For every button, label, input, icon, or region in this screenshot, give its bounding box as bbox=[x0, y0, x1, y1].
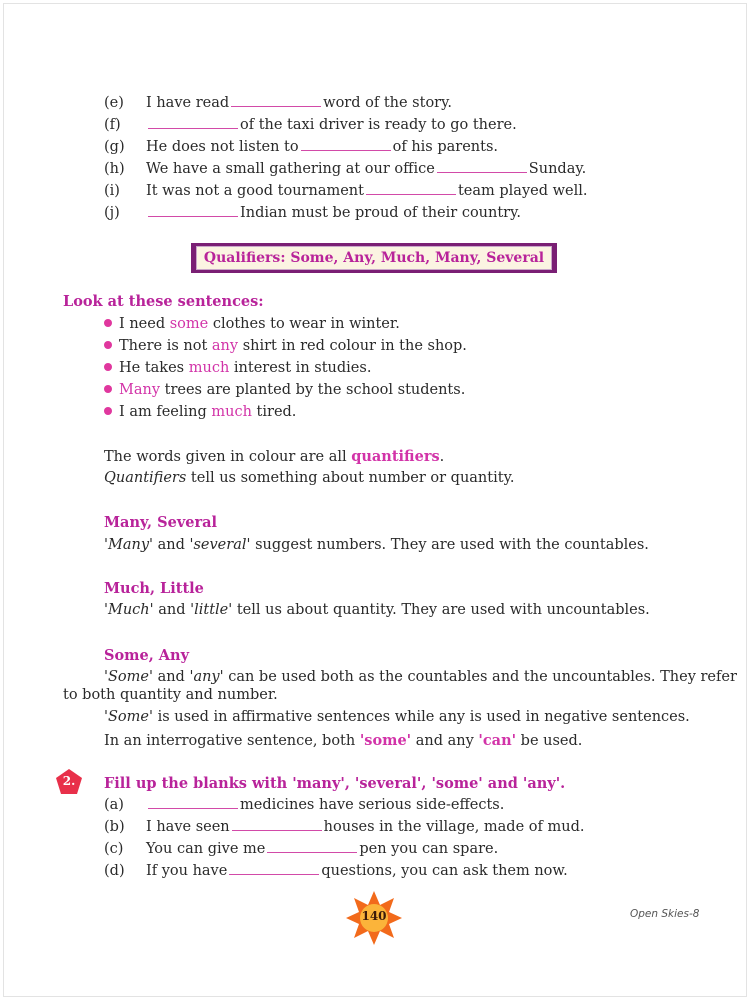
many-several-text: 'Many' and 'several' suggest numbers. They are used with the countables. bbox=[104, 537, 649, 553]
exercise-item bbox=[104, 841, 498, 857]
exercise-item bbox=[104, 863, 568, 879]
item-text-after: pen you can spare. bbox=[359, 841, 499, 857]
item-label: (c) bbox=[104, 841, 124, 857]
fill-blank[interactable] bbox=[232, 820, 322, 831]
fill-blank[interactable] bbox=[366, 184, 456, 195]
item-text-before: I have seen bbox=[146, 819, 230, 835]
some-any-para3: In an interrogative sentence, both 'some' and any 'can' be used. bbox=[104, 732, 583, 749]
exercise-item bbox=[104, 161, 586, 177]
fill-blank[interactable] bbox=[301, 140, 391, 151]
bullet-item: I am feeling much tired. bbox=[104, 404, 296, 420]
exercise-item bbox=[104, 797, 504, 813]
intro-line-1: The words given in colour are all quantifiers. bbox=[104, 448, 445, 465]
exercise-number-badge bbox=[55, 768, 83, 796]
exercise-item bbox=[104, 95, 452, 111]
exercise-number: 2. bbox=[62, 774, 76, 788]
item-label: (d) bbox=[104, 863, 125, 879]
book-name: Open Skies-8 bbox=[630, 908, 700, 920]
fill-blank[interactable] bbox=[231, 96, 321, 107]
page-number-star bbox=[345, 890, 403, 946]
item-label: (f) bbox=[104, 117, 121, 133]
item-text-after: of his parents. bbox=[392, 139, 499, 155]
bullet-item: There is not any shirt in red colour in the shop. bbox=[104, 338, 467, 354]
fill-blank[interactable] bbox=[148, 798, 238, 809]
fill-blank[interactable] bbox=[267, 842, 357, 853]
some-any-heading: Some, Any bbox=[104, 647, 190, 664]
item-text-before: I have read bbox=[146, 95, 230, 111]
item-text-before: If you have bbox=[146, 863, 228, 879]
look-heading: Look at these sentences: bbox=[63, 293, 264, 310]
bullet-item: Many trees are planted by the school students. bbox=[104, 382, 465, 398]
item-text-after: of the taxi driver is ready to go there. bbox=[240, 117, 517, 133]
quantifier-word: much bbox=[188, 360, 230, 376]
exercise2-instruction: Fill up the blanks with 'many', 'several', 'some' and 'any'. bbox=[104, 775, 566, 792]
page-number: 140 bbox=[361, 909, 387, 923]
item-text-after: houses in the village, made of mud. bbox=[323, 819, 585, 835]
item-label: (h) bbox=[104, 161, 125, 177]
some-any-para1-line2: to both quantity and number. bbox=[63, 687, 278, 703]
item-text-after: Indian must be proud of their country. bbox=[240, 205, 521, 221]
quantifier-word: Many bbox=[119, 382, 161, 398]
section-title-box bbox=[191, 243, 557, 273]
key-term: quantifiers bbox=[351, 448, 440, 465]
quantifier-word: some bbox=[169, 316, 209, 332]
item-text-after: medicines have serious side-effects. bbox=[240, 797, 505, 813]
bullet-dot-icon bbox=[104, 363, 112, 371]
bullet-item: I need some clothes to wear in winter. bbox=[104, 316, 400, 332]
item-text-after: team played well. bbox=[457, 183, 588, 199]
item-text-before: You can give me bbox=[146, 841, 266, 857]
much-little-text: 'Much' and 'little' tell us about quantity. They are used with uncountables. bbox=[104, 602, 650, 618]
much-little-heading: Much, Little bbox=[104, 580, 204, 597]
item-label: (i) bbox=[104, 183, 120, 199]
exercise-item bbox=[104, 183, 588, 199]
bullet-dot-icon bbox=[104, 407, 112, 415]
item-text-after: word of the story. bbox=[323, 95, 452, 111]
bullet-dot-icon bbox=[104, 319, 112, 327]
item-label: (b) bbox=[104, 819, 125, 835]
item-text-after: Sunday. bbox=[528, 161, 587, 177]
item-text-before: It was not a good tournament bbox=[146, 183, 364, 199]
item-text-after: questions, you can ask them now. bbox=[321, 863, 568, 879]
some-any-para1: 'Some' and 'any' can be used both as the countables and the uncountables. They refer bbox=[104, 669, 737, 685]
fill-blank[interactable] bbox=[148, 206, 238, 217]
item-label: (a) bbox=[104, 797, 124, 813]
exercise-item bbox=[104, 819, 584, 835]
fill-blank[interactable] bbox=[229, 864, 319, 875]
bullet-dot-icon bbox=[104, 385, 112, 393]
fill-blank[interactable] bbox=[437, 162, 527, 173]
fill-blank[interactable] bbox=[148, 118, 238, 129]
exercise-item bbox=[104, 117, 517, 133]
bullet-item: He takes much interest in studies. bbox=[104, 360, 371, 376]
exercise-item bbox=[104, 205, 521, 221]
item-label: (e) bbox=[104, 95, 124, 111]
exercise-item bbox=[104, 139, 498, 155]
item-text-before: He does not listen to bbox=[146, 139, 299, 155]
section-title: Qualifiers: Some, Any, Much, Many, Several bbox=[196, 246, 552, 270]
item-text-before: We have a small gathering at our office bbox=[146, 161, 435, 177]
quantifier-word: any bbox=[211, 338, 239, 354]
some-any-para2: 'Some' is used in affirmative sentences while any is used in negative sentences. bbox=[104, 709, 690, 725]
item-label: (g) bbox=[104, 139, 125, 155]
intro-line-2: Quantifiers tell us something about number or quantity. bbox=[104, 470, 515, 486]
bullet-dot-icon bbox=[104, 341, 112, 349]
quantifier-word: much bbox=[211, 404, 252, 420]
many-several-heading: Many, Several bbox=[104, 514, 218, 531]
item-label: (j) bbox=[104, 205, 120, 221]
